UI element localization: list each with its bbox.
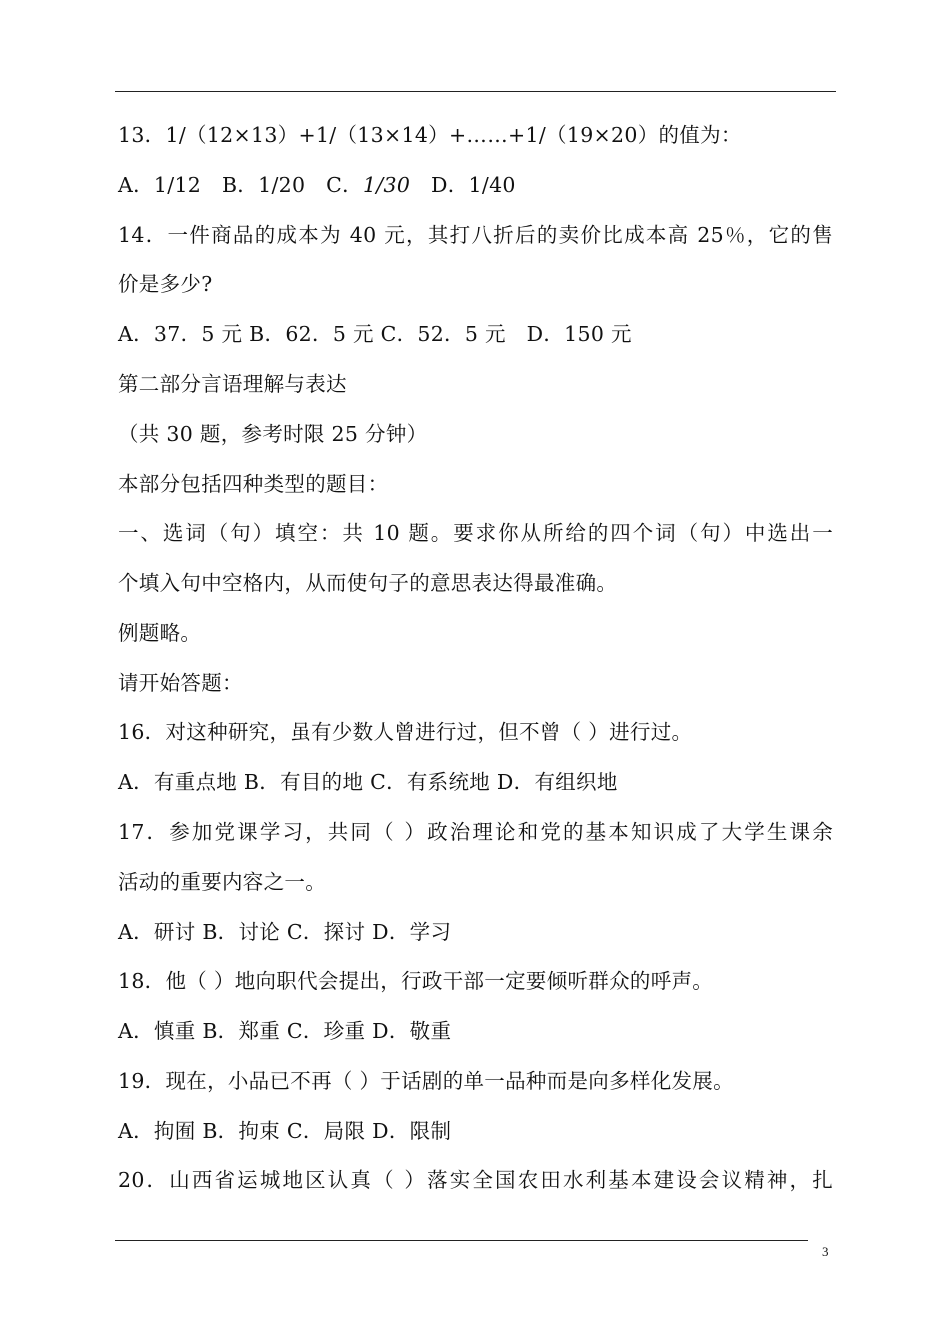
q13-option-c-value: 1/30 bbox=[362, 173, 411, 197]
question-16-options: A．有重点地 B．有目的地 C．有系统地 D．有组织地 bbox=[118, 770, 618, 794]
q13-options-a-c: A．1/12 B．1/20 C． bbox=[118, 173, 363, 197]
question-13-stem: 13．1/（12×13）+1/（13×14）+……+1/（19×20）的值为： bbox=[118, 123, 742, 147]
question-18-stem: 18．他（ ）地向职代会提出，行政干部一定要倾听群众的呼声。 bbox=[118, 969, 714, 993]
q13-option-d: D．1/40 bbox=[410, 173, 516, 197]
question-19-stem: 19．现在，小品已不再（ ）于话剧的单一品种而是向多样化发展。 bbox=[118, 1069, 734, 1093]
page-number: 3 bbox=[822, 1244, 829, 1259]
start-answering: 请开始答题： bbox=[118, 671, 243, 695]
question-14-options: A．37．5 元 B．62．5 元 C．52．5 元 D．150 元 bbox=[118, 322, 632, 346]
question-18-options: A．慎重 B．郑重 C．珍重 D．敬重 bbox=[118, 1019, 452, 1043]
question-20-stem: 20．山西省运城地区认真（ ）落实全国农田水利基本建设会议精神，扎 bbox=[118, 1168, 833, 1192]
part-one-instructions: 一、选词（句）填空：共 10 题。要求你从所给的四个词（句）中选出一 bbox=[118, 521, 833, 545]
section-title: 第二部分言语理解与表达 bbox=[118, 372, 347, 396]
example-omitted: 例题略。 bbox=[118, 621, 202, 645]
question-14-stem-cont: 价是多少? bbox=[118, 272, 213, 296]
footer-rule bbox=[115, 1240, 808, 1241]
part-one-instructions-cont: 个填入句中空格内，从而使句子的意思表达得最准确。 bbox=[118, 571, 618, 595]
question-13-options bbox=[118, 171, 833, 199]
question-16-stem: 16．对这种研究，虽有少数人曾进行过，但不曾（ ）进行过。 bbox=[118, 720, 693, 744]
question-17-stem-cont: 活动的重要内容之一。 bbox=[118, 870, 326, 894]
header-rule bbox=[115, 91, 836, 92]
section-info: （共 30 题，参考时限 25 分钟） bbox=[118, 422, 428, 446]
question-19-options: A．拘囿 B．拘束 C．局限 D．限制 bbox=[118, 1119, 452, 1143]
question-14-stem: 14．一件商品的成本为 40 元，其打八折后的卖价比成本高 25％，它的售 bbox=[118, 223, 833, 247]
question-17-options: A．研讨 B．讨论 C．探讨 D．学习 bbox=[118, 920, 452, 944]
question-17-stem: 17．参加党课学习，共同（ ）政治理论和党的基本知识成了大学生课余 bbox=[118, 820, 833, 844]
section-intro: 本部分包括四种类型的题目： bbox=[118, 472, 389, 496]
